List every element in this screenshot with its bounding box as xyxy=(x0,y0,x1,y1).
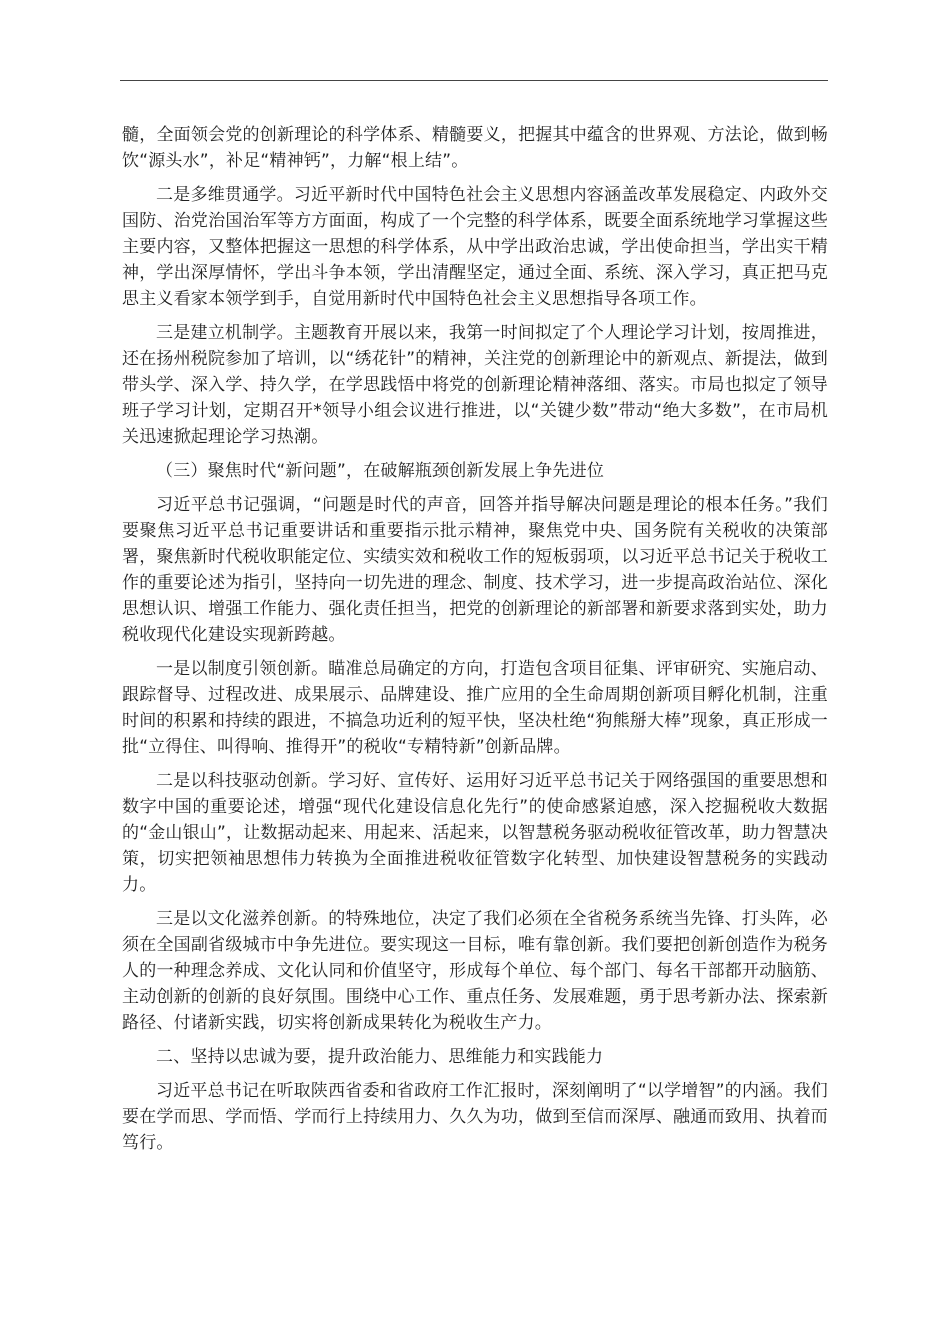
document-body xyxy=(122,122,828,1164)
paragraph-institution-innovation: 一是以制度引领创新。瞄准总局确定的方向，打造包含项目征集、评审研究、实施启动、跟踪督导、过程改进、成果展示、品牌建设、推广应用的全生命周期创新项目孵化机制，注重时间的积累和持续的跟进，不搞急功近利的短平快，坚决杜绝“狗熊掰大棒”现象，真正形成一批“立得住、叫得响、推得开”的税收“专精特新”创新品牌。 xyxy=(122,659,829,757)
paragraph-mechanism-study: 三是建立机制学。主题教育开展以来，我第一时间拟定了个人理论学习计划，按周推进，还在扬州税院参加了培训，以“绣花针”的精神，关注党的创新理论中的新观点、新提法，做到带头学、深入学、持久学，在学思践悟中将党的创新理论精神落细、落实。市局也拟定了领导班子学习计划，定期召开*领导小组会议进行推进，以“关键少数”带动“绝大多数”，在市局机关迅速掀起理论学习热潮。 xyxy=(122,323,829,447)
header-rule xyxy=(120,80,828,81)
paragraph-technology-innovation: 二是以科技驱动创新。学习好、宣传好、运用好习近平总书记关于网络强国的重要思想和数字中国的重要论述，增强“现代化建设信息化先行”的使命感紧迫感，深入挖掘税收大数据的“金山银山”，让数据动起来、用起来、活起来，以智慧税务驱动税收征管改革，助力智慧决策，切实把领袖思想伟力转换为全面推进税收征管数字化转型、加快建设智慧税务的实践动力。 xyxy=(122,771,829,895)
paragraph-problem-focus: 习近平总书记强调，“问题是时代的声音，回答并指导解决问题是理论的根本任务。”我们要聚焦习近平总书记重要讲话和重要指示批示精神，聚焦党中央、国务院有关税收的决策部署，聚焦新时代税收职能定位、实绩实效和税收工作的短板弱项，以习近平总书记关于税收工作的重要论述为指引，坚持向一切先进的理念、制度、技术学习，进一步提高政治站位、深化思想认识、增强工作能力、强化责任担当，把党的创新理论的新部署和新要求落到实处，助力税收现代化建设实现新跨越。 xyxy=(122,495,828,645)
paragraph-continuation: 髓，全面领会党的创新理论的科学体系、精髓要义，把握其中蕴含的世界观、方法论，做到畅饮“源头水”，补足“精神钙”，力解“根上结”。 xyxy=(122,125,828,171)
section-heading-two: 二、坚持以忠诚为要，提升政治能力、思维能力和实践能力 xyxy=(156,1047,604,1067)
section-heading-three: （三）聚焦时代“新问题”，在破解瓶颈创新发展上争先进位 xyxy=(156,461,605,481)
paragraph-culture-innovation: 三是以文化滋养创新。的特殊地位，决定了我们必须在全省税务系统当先锋、打头阵，必须在全国副省级城市中争先进位。要实现这一目标，唯有靠创新。我们要把创新创造作为税务人的一种理念养成、文化认同和价值坚守，形成每个单位、每个部门、每名干部都开动脑筋、主动创新的创新的良好氛围。围绕中心工作、重点任务、发展难题，勇于思考新办法、探索新路径、付诸新实践，切实将创新成果转化为税收生产力。 xyxy=(122,909,828,1033)
paragraph-multi-dimensional-study: 二是多维贯通学。习近平新时代中国特色社会主义思想内容涵盖改革发展稳定、内政外交国防、治党治国治军等方方面面，构成了一个完整的科学体系，既要全面系统地学习掌握这些主要内容，又整体把握这一思想的科学体系，从中学出政治忠诚，学出使命担当，学出实干精神，学出深厚情怀，学出斗争本领，学出清醒坚定，通过全面、系统、深入学习，真正把马克思主义看家本领学到手，自觉用新时代中国特色社会主义思想指导各项工作。 xyxy=(122,185,828,309)
paragraph-learning-wisdom: 习近平总书记在听取陕西省委和省政府工作汇报时，深刻阐明了“以学增智”的内涵。我们要在学而思、学而悟、学而行上持续用力、久久为功，做到至信而深厚、融通而致用、执着而笃行。 xyxy=(122,1081,828,1153)
